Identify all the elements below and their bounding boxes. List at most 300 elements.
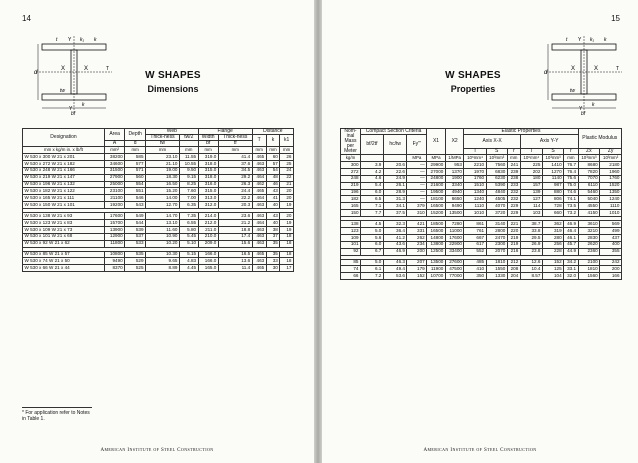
- table-cell: 34.2: [564, 259, 578, 266]
- table-row: [341, 241, 622, 248]
- table-cell: 7070: [578, 175, 600, 182]
- table-cell: 7.60: [179, 188, 198, 195]
- table-cell: 464: [252, 195, 266, 202]
- table-cell: 46: [266, 181, 280, 188]
- table-row: [341, 182, 622, 189]
- table-cell: 4150: [578, 210, 600, 217]
- table-cell: 1810: [578, 266, 600, 273]
- svg-text:T: T: [616, 66, 620, 72]
- dimensions-table: [22, 128, 294, 272]
- table-cell: 73.2: [564, 210, 578, 217]
- table-cell: 463: [252, 202, 266, 209]
- table-row: [341, 228, 622, 235]
- svg-text:t: t: [566, 37, 568, 43]
- table-cell: 35: [266, 251, 280, 258]
- page-number-left: 14: [22, 14, 31, 23]
- table-cell: 18500: [427, 221, 446, 228]
- table-cell: 10³mm³: [542, 155, 563, 162]
- table-cell: 318.0: [198, 160, 218, 167]
- header-Zx: Zx: [578, 149, 600, 155]
- header-fy: Fy''': [407, 135, 427, 155]
- table-cell: 410: [464, 266, 486, 273]
- table-cell: 225: [520, 162, 542, 169]
- table-cell: 29.5: [520, 234, 542, 241]
- table-cell: 46.1: [564, 234, 578, 241]
- svg-text:Y: Y: [579, 106, 583, 112]
- table-cell: 53.6: [383, 273, 407, 280]
- table-cell: 234: [407, 241, 427, 248]
- table-cell: 463: [252, 233, 266, 240]
- table-cell: 24800: [427, 175, 446, 182]
- table-cell: 539: [125, 226, 146, 233]
- table-row: [341, 168, 622, 175]
- table-cell: MPa: [407, 155, 427, 162]
- table-cell: W 530 x 66 W 21 x 44: [23, 265, 105, 272]
- table-cell: 499: [600, 228, 622, 235]
- table-cell: 24: [280, 167, 294, 174]
- svg-text:bf: bf: [71, 111, 76, 116]
- table-cell: 16.5: [218, 251, 252, 258]
- table-cell: 8680: [578, 162, 600, 169]
- header-designation: Designation: [23, 129, 105, 147]
- table-cell: 37.5: [383, 210, 407, 217]
- table-cell: 11.55: [179, 154, 198, 161]
- table-cell: 350: [464, 273, 486, 280]
- table-cell: 202: [520, 168, 542, 175]
- table-cell: 362: [542, 221, 563, 228]
- table-cell: 535: [125, 251, 146, 258]
- svg-text:X: X: [61, 66, 66, 72]
- table-cell: 13.10: [146, 220, 180, 227]
- left-page: [0, 0, 314, 463]
- table-cell: 11900: [427, 266, 446, 273]
- table-cell: 196: [341, 189, 361, 196]
- table-cell: 5040: [578, 196, 600, 203]
- table-cell: 4505: [486, 196, 507, 203]
- table-cell: 166.0: [198, 251, 218, 258]
- table-row: [23, 202, 294, 209]
- table-cell: 5.0: [361, 259, 384, 266]
- table-cell: 1110: [600, 203, 622, 210]
- table-cell: 6110: [578, 182, 600, 189]
- table-cell: W 530 x 150 W 21 x 101: [23, 202, 105, 209]
- table-cell: 41.4: [218, 154, 252, 161]
- table-cell: 463: [252, 240, 266, 247]
- table-cell: 44.9: [564, 248, 578, 255]
- table-row: [341, 266, 622, 273]
- table-cell: 21600: [427, 182, 446, 189]
- table-cell: 1760: [600, 175, 622, 182]
- header-Zy: Zy: [600, 149, 622, 155]
- table-cell: 16.50: [146, 181, 180, 188]
- table-cell: 35: [266, 240, 280, 247]
- header-hctw: hc/tw: [383, 135, 407, 155]
- table-cell: 5.10: [179, 240, 198, 247]
- table-cell: 465: [252, 188, 266, 195]
- table-cell: 6230: [486, 175, 507, 182]
- table-cell: 152: [542, 259, 563, 266]
- table-cell: 219: [507, 241, 520, 248]
- table-cell: 221: [507, 221, 520, 228]
- table-cell: 74.1: [564, 196, 578, 203]
- table-cell: 14800: [427, 234, 446, 241]
- table-cell: 1410: [542, 162, 563, 169]
- table-cell: 92: [341, 248, 361, 255]
- table-cell: 7280: [445, 221, 464, 228]
- table-cell: 806: [542, 196, 563, 203]
- table-cell: 33.8: [520, 228, 542, 235]
- table-cell: 2800: [486, 228, 507, 235]
- table-row: [23, 188, 294, 195]
- table-cell: 74.6: [564, 189, 578, 196]
- table-cell: 232: [507, 196, 520, 203]
- table-row: [23, 226, 294, 233]
- table-row: [341, 273, 622, 280]
- table-cell: 75.0: [564, 182, 578, 189]
- svg-text:tw: tw: [570, 88, 575, 94]
- table-cell: 20.3: [218, 202, 252, 209]
- table-cell: 533: [125, 240, 146, 247]
- table-cell: 37: [266, 233, 280, 240]
- table-cell: 85: [341, 259, 361, 266]
- table-cell: 20: [280, 195, 294, 202]
- table-row: [23, 160, 294, 167]
- table-cell: 209.0: [198, 240, 218, 247]
- table-cell: 75.6: [564, 175, 578, 182]
- table-cell: mm x kg/m in. x lb/ft: [23, 147, 105, 154]
- table-cell: 74: [341, 266, 361, 273]
- table-cell: 208: [507, 266, 520, 273]
- table-cell: W 530 x 219 W 21 x 147: [23, 174, 105, 181]
- svg-text:k₁: k₁: [590, 37, 595, 43]
- header-Iy: I: [520, 149, 542, 155]
- table-row: [341, 203, 622, 210]
- table-cell: 953: [445, 162, 464, 169]
- table-cell: mm: [146, 147, 180, 154]
- table-row: [341, 234, 622, 241]
- table-cell: 19500: [427, 189, 446, 196]
- table-cell: 9.65: [146, 258, 180, 265]
- table-cell: 355: [600, 248, 622, 255]
- table-cell: 229: [507, 203, 520, 210]
- header-depth: Depth: [125, 129, 146, 141]
- header-rx: r: [507, 149, 520, 155]
- table-cell: 1900: [445, 175, 464, 182]
- table-cell: 1810: [486, 259, 507, 266]
- table-cell: 33400: [445, 248, 464, 255]
- table-cell: mm²: [105, 147, 125, 154]
- table-cell: 1010: [600, 210, 622, 217]
- table-cell: 212: [507, 259, 520, 266]
- table-cell: 525: [125, 265, 146, 272]
- table-cell: 15700: [105, 220, 125, 227]
- table-cell: 34.1: [383, 203, 407, 210]
- page-title: W SHAPES: [145, 70, 201, 81]
- table-cell: 280: [542, 234, 563, 241]
- table-cell: 10.90: [146, 233, 180, 240]
- table-cell: 13900: [105, 226, 125, 233]
- table-cell: 880: [542, 189, 563, 196]
- table-cell: 103: [520, 210, 542, 217]
- table-cell: 24.9: [383, 175, 407, 182]
- table-cell: 8.89: [146, 265, 180, 272]
- table-row: [23, 265, 294, 272]
- table-cell: 166.0: [198, 258, 218, 265]
- table-cell: W 530 x 109 W 21 x 73: [23, 226, 105, 233]
- header-web-thick: Thick-ness: [146, 135, 180, 141]
- table-cell: 13500: [427, 259, 446, 266]
- table-cell: 761: [464, 228, 486, 235]
- table-cell: 5.4: [361, 182, 384, 189]
- table-cell: 319: [542, 228, 563, 235]
- table-cell: 200: [407, 248, 427, 255]
- table-cell: [383, 155, 407, 162]
- table-cell: 9490: [445, 203, 464, 210]
- table-cell: 15200: [427, 210, 446, 217]
- header-area: Area: [105, 129, 125, 141]
- table-row: [341, 248, 622, 255]
- table-cell: 40: [266, 202, 280, 209]
- table-cell: 12.70: [146, 202, 180, 209]
- svg-text:Y: Y: [68, 37, 72, 43]
- table-cell: 27000: [427, 168, 446, 175]
- table-cell: 2180: [600, 162, 622, 169]
- header-plastic: Plastic Modulus: [578, 129, 621, 149]
- table-cell: 1010: [464, 210, 486, 217]
- table-cell: 987: [542, 182, 563, 189]
- table-cell: 2620: [578, 241, 600, 248]
- table-cell: 667: [464, 234, 486, 241]
- header-depth-sym: d: [125, 141, 146, 147]
- table-cell: 17: [280, 265, 294, 272]
- page-number-right: 15: [611, 14, 620, 23]
- table-cell: W 530 x 101 W 21 x 68: [23, 233, 105, 240]
- table-cell: 157: [520, 182, 542, 189]
- table-cell: 17600: [445, 234, 464, 241]
- table-cell: W 530 x 182 W 21 x 122: [23, 188, 105, 195]
- table-cell: 7.2: [361, 273, 384, 280]
- table-cell: 1370: [445, 168, 464, 175]
- table-cell: 166: [600, 273, 622, 280]
- table-row: [23, 233, 294, 240]
- table-cell: 1140: [542, 175, 563, 182]
- table-cell: 4.5: [361, 221, 384, 228]
- table-cell: 560: [125, 174, 146, 181]
- table-cell: 18: [280, 251, 294, 258]
- properties-table: [340, 128, 622, 280]
- w-shape-section-diagram-right: [544, 34, 624, 116]
- table-cell: 47500: [445, 266, 464, 273]
- table-cell: 60: [266, 154, 280, 161]
- svg-text:X: X: [84, 66, 89, 72]
- table-row: [341, 175, 622, 182]
- table-cell: 12900: [105, 233, 125, 240]
- table-cell: 125: [542, 266, 563, 273]
- header-k: k: [266, 135, 280, 147]
- table-cell: 22.2: [218, 195, 252, 202]
- table-cell: 139: [520, 189, 542, 196]
- table-cell: 5.6: [361, 234, 384, 241]
- table-cell: 9.50: [179, 167, 198, 174]
- table-cell: MPa: [427, 155, 446, 162]
- table-cell: 220: [507, 228, 520, 235]
- table-cell: 8370: [105, 265, 125, 272]
- table-cell: 26: [280, 154, 294, 161]
- table-cell: 216: [507, 248, 520, 255]
- right-page: [322, 0, 638, 463]
- table-cell: 19.00: [146, 167, 180, 174]
- table-cell: 238: [507, 175, 520, 182]
- table-cell: 1960: [600, 168, 622, 175]
- table-cell: 6.7: [361, 248, 384, 255]
- svg-text:d: d: [544, 70, 548, 76]
- table-cell: 212.0: [198, 220, 218, 227]
- table-cell: [361, 155, 384, 162]
- table-cell: 18.8: [218, 226, 252, 233]
- table-cell: 3720: [486, 210, 507, 217]
- table-row: [23, 195, 294, 202]
- table-cell: 26.3: [218, 181, 252, 188]
- table-cell: 2210: [464, 162, 486, 169]
- table-cell: 17600: [105, 213, 125, 220]
- table-cell: 12500: [427, 248, 446, 255]
- table-cell: 76.4: [564, 168, 578, 175]
- table-cell: 5.45: [179, 233, 198, 240]
- svg-text:k: k: [82, 102, 85, 108]
- table-cell: 49.4: [383, 266, 407, 273]
- header-T: T: [252, 135, 266, 147]
- table-cell: mm: [507, 155, 520, 162]
- header-Sy: S: [542, 149, 563, 155]
- table-cell: 728: [542, 203, 563, 210]
- table-cell: 152: [407, 273, 427, 280]
- table-cell: 10⁶mm⁴: [520, 155, 542, 162]
- table-cell: 22: [280, 174, 294, 181]
- table-cell: 232: [507, 189, 520, 196]
- table-cell: 463: [252, 258, 266, 265]
- table-cell: 23.10: [146, 154, 180, 161]
- table-cell: 31.3: [383, 196, 407, 203]
- svg-text:d: d: [34, 70, 38, 76]
- table-cell: 38200: [105, 154, 125, 161]
- table-cell: 465: [252, 251, 266, 258]
- table-cell: 219: [341, 182, 361, 189]
- table-cell: 11800: [105, 240, 125, 247]
- table-cell: 32.3: [383, 221, 407, 228]
- table-cell: 36.4: [383, 228, 407, 235]
- header-compact: Compact Section Criteria: [361, 129, 427, 135]
- header-axis-yy: Axis Y-Y: [520, 135, 578, 149]
- table-cell: 4940: [445, 189, 464, 196]
- table-cell: 577: [125, 160, 146, 167]
- w-shape-section-diagram-left: [34, 34, 114, 116]
- table-cell: 1240: [464, 196, 486, 203]
- table-cell: 41.2: [383, 234, 407, 241]
- header-k1: k1: [280, 135, 294, 147]
- table-row: [23, 251, 294, 258]
- table-cell: 3210: [578, 228, 600, 235]
- table-cell: 5.80: [179, 226, 198, 233]
- table-cell: 14.70: [146, 213, 180, 220]
- table-cell: W 530 x 248 W 21 x 166: [23, 167, 105, 174]
- table-cell: 25000: [105, 181, 125, 188]
- table-cell: 1340: [464, 189, 486, 196]
- table-cell: 2470: [486, 234, 507, 241]
- table-cell: 76.7: [564, 162, 578, 169]
- page-title: W SHAPES: [445, 70, 501, 81]
- table-cell: 150: [341, 210, 361, 217]
- table-cell: 6.5: [361, 196, 384, 203]
- svg-text:bf: bf: [581, 111, 586, 116]
- table-row: [341, 189, 622, 196]
- table-cell: 465: [252, 265, 266, 272]
- table-cell: 3610: [578, 221, 600, 228]
- table-cell: W 530 x 165 W 21 x 111: [23, 195, 105, 202]
- table-cell: 585: [125, 154, 146, 161]
- header-x2: X2: [445, 129, 464, 155]
- table-row: [341, 162, 622, 169]
- header-nominal: Nom-inal Mass per Meter: [341, 129, 361, 155]
- table-cell: 29.2: [218, 174, 252, 181]
- table-cell: 207: [407, 259, 427, 266]
- table-cell: 26.1: [383, 182, 407, 189]
- table-cell: 315.0: [198, 167, 218, 174]
- table-cell: 46.9: [564, 221, 578, 228]
- table-cell: 463: [252, 160, 266, 167]
- table-cell: 543: [125, 202, 146, 209]
- table-cell: W 530 x 92 W 21 x 62: [23, 240, 105, 247]
- table-cell: 660: [542, 210, 563, 217]
- table-cell: mm: [198, 147, 218, 154]
- table-cell: 379: [407, 203, 427, 210]
- table-cell: 48: [266, 174, 280, 181]
- table-cell: 4840: [486, 189, 507, 196]
- table-cell: W 530 x 272 W 21 x 182: [23, 160, 105, 167]
- header-area-sym: A: [105, 141, 125, 147]
- table-cell: 1330: [486, 273, 507, 280]
- table-cell: 25: [280, 160, 294, 167]
- table-cell: mm: [179, 147, 198, 154]
- table-cell: 8.57: [520, 273, 542, 280]
- table-cell: 200: [600, 266, 622, 273]
- title-block-left: [118, 70, 228, 94]
- footer-left: American Institute of Steel Construction: [100, 448, 214, 453]
- table-row: [341, 210, 622, 217]
- table-cell: 10⁶mm⁴: [464, 155, 486, 162]
- table-cell: 114: [520, 203, 542, 210]
- table-cell: 28.9: [383, 189, 407, 196]
- footer-right: American Institute of Steel Construction: [423, 448, 537, 453]
- table-cell: 272: [341, 168, 361, 175]
- table-cell: 400: [600, 241, 622, 248]
- table-row: [23, 174, 294, 181]
- table-cell: mm: [218, 147, 252, 154]
- table-cell: 38: [266, 226, 280, 233]
- table-cell: 20: [280, 188, 294, 195]
- table-cell: —: [407, 168, 427, 175]
- table-cell: 463: [252, 167, 266, 174]
- table-cell: 229: [507, 210, 520, 217]
- svg-text:k: k: [604, 37, 607, 43]
- table-cell: 551: [125, 188, 146, 195]
- table-cell: 239: [507, 168, 520, 175]
- table-cell: 19: [280, 220, 294, 227]
- table-cell: 233: [507, 182, 520, 189]
- table-cell: 11000: [445, 228, 464, 235]
- table-cell: —: [407, 175, 427, 182]
- table-cell: 1760: [464, 175, 486, 182]
- table-cell: 312.0: [198, 202, 218, 209]
